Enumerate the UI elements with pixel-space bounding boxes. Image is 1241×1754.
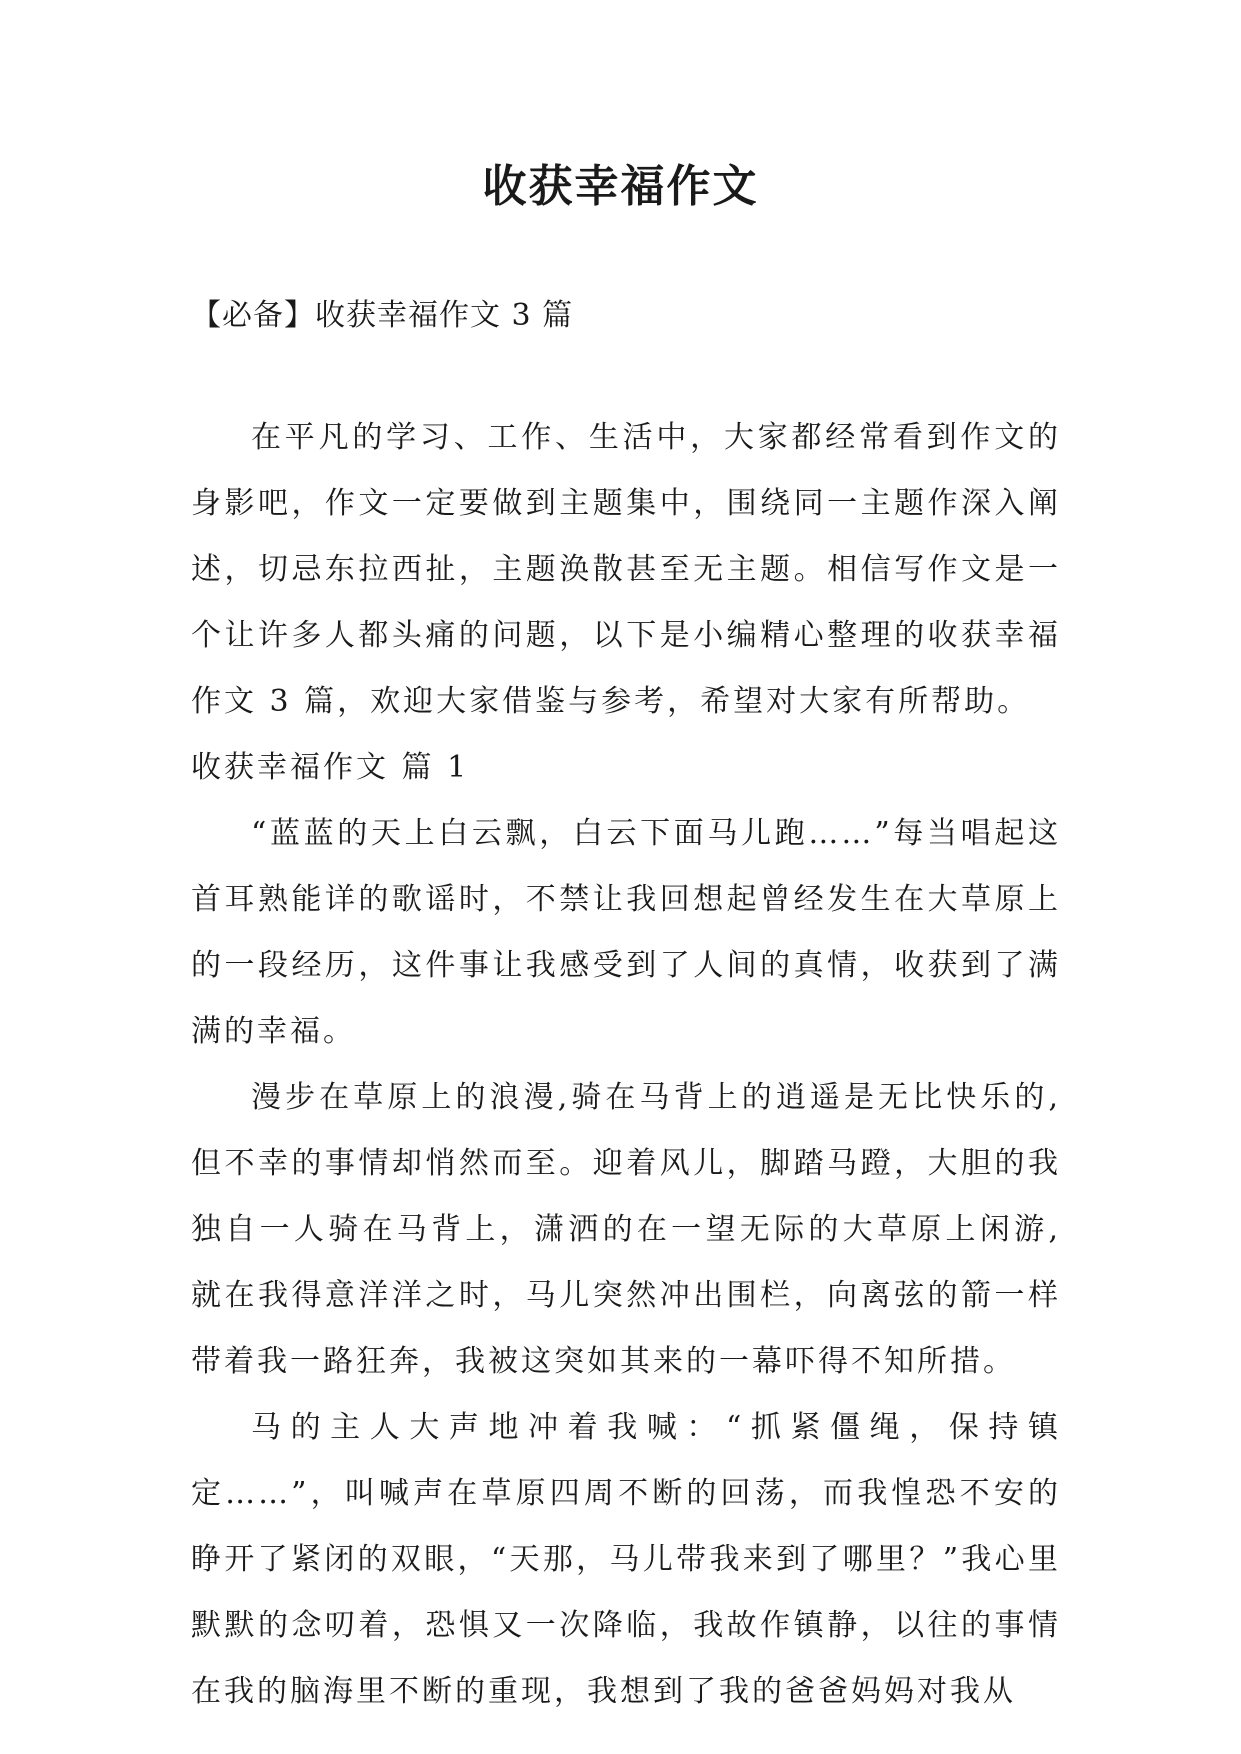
body-paragraph-3: 马的主人大声地冲着我喊：“抓紧僵绳，保持镇定……”，叫喊声在草原四周不断的回荡，而我惶恐不安的睁开了紧闭的双眼，“天那，马儿带我来到了哪里？”我心里默默的念叨着，恐惧又一次降临，我故作镇静，以往的事情在我的脑海里不断的重现，我想到了我的爸爸妈妈对我从 bbox=[191, 1410, 1061, 1709]
section-heading: 收获幸福作文 篇 1 bbox=[191, 750, 470, 785]
document-body bbox=[191, 405, 1061, 1725]
intro-paragraph: 在平凡的学习、工作、生活中，大家都经常看到作文的身影吧，作文一定要做到主题集中，围绕同一主题作深入阐述，切忌东拉西扯，主题涣散甚至无主题。相信写作文是一个让许多人都头痛的问题，以下是小编精心整理的收获幸福作文 3 篇，欢迎大家借鉴与参考，希望对大家有所帮助。 bbox=[191, 420, 1061, 719]
body-paragraph-2: 漫步在草原上的浪漫,骑在马背上的逍遥是无比快乐的,但不幸的事情却悄然而至。迎着风儿，脚踏马蹬，大胆的我独自一人骑在马背上，潇洒的在一望无际的大草原上闲游,就在我得意洋洋之时，马儿突然冲出围栏，向离弦的箭一样带着我一路狂奔，我被这突如其来的一幕吓得不知所措。 bbox=[191, 1080, 1061, 1379]
document-title: 收获幸福作文 bbox=[482, 161, 759, 212]
document-subtitle: 【必备】收获幸福作文 3 篇 bbox=[191, 298, 574, 333]
body-paragraph-1: “蓝蓝的天上白云飘，白云下面马儿跑……”每当唱起这首耳熟能详的歌谣时，不禁让我回想起曾经发生在大草原上的一段经历，这件事让我感受到了人间的真情，收获到了满满的幸福。 bbox=[191, 816, 1061, 1049]
